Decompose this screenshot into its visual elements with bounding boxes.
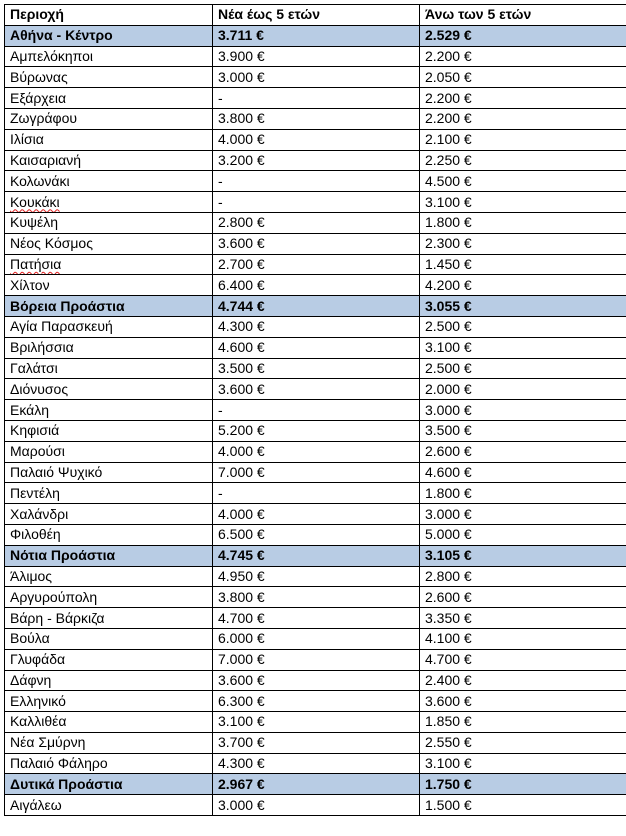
table-row (5, 483, 626, 504)
area-label: Βύρωνας (10, 68, 68, 85)
area-cell (5, 171, 213, 192)
table-row (5, 150, 626, 171)
group-label: Νότια Προάστια (10, 547, 116, 564)
area-cell (5, 233, 213, 254)
area-label: Αγία Παρασκευή (10, 318, 113, 335)
table-row (5, 379, 626, 400)
area-label: Ιλίσια (10, 131, 44, 148)
old-price-cell: 3.100 € (420, 753, 626, 774)
old-price-cell: 3.350 € (420, 608, 626, 629)
new-price-cell: 6.300 € (213, 691, 420, 712)
table-row (5, 337, 626, 358)
area-label: Ζωγράφου (10, 110, 78, 127)
area-label: Κηφισιά (10, 422, 60, 439)
old-price-cell: 2.500 € (420, 316, 626, 337)
table-row (5, 462, 626, 483)
old-price-cell: 2.600 € (420, 441, 626, 462)
new-price-cell: - (213, 400, 420, 421)
area-cell (5, 129, 213, 150)
old-price-cell: 1.850 € (420, 712, 626, 733)
new-price-cell: 6.400 € (213, 275, 420, 296)
area-cell (5, 795, 213, 816)
area-cell (5, 25, 213, 46)
new-price-cell: 3.200 € (213, 150, 420, 171)
old-price-cell: 3.500 € (420, 420, 626, 441)
table-row (5, 524, 626, 545)
group-label: Δυτικά Προάστια (10, 775, 123, 792)
table-row (5, 67, 626, 88)
new-price-cell: 4.600 € (213, 337, 420, 358)
new-price-cell: 7.000 € (213, 649, 420, 670)
area-cell (5, 379, 213, 400)
header-area: Περιοχή (5, 5, 213, 26)
new-price-cell: 6.000 € (213, 628, 420, 649)
new-price-cell: 4.300 € (213, 316, 420, 337)
area-label: Γαλάτσι (10, 359, 58, 376)
area-cell (5, 46, 213, 67)
old-price-cell: 2.050 € (420, 67, 626, 88)
area-cell (5, 483, 213, 504)
old-price-cell: 3.100 € (420, 337, 626, 358)
area-label: Μαρούσι (10, 443, 65, 460)
old-price-cell: 4.500 € (420, 171, 626, 192)
area-label: Ελληνικό (10, 692, 66, 709)
new-price-cell: 4.300 € (213, 753, 420, 774)
new-price-cell: 2.800 € (213, 212, 420, 233)
table-row (5, 420, 626, 441)
area-label: Εκάλη (10, 401, 50, 418)
table-row (5, 358, 626, 379)
header-new: Νέα έως 5 ετών (213, 5, 420, 26)
group-label: Βόρεια Προάστια (10, 297, 125, 314)
new-price-cell: 2.967 € (213, 774, 420, 795)
area-label: Πατήσια (10, 255, 62, 272)
area-label: Βάρη - Βάρκιζα (10, 609, 105, 626)
table-header (5, 5, 626, 26)
table-row (5, 108, 626, 129)
new-price-cell: 2.700 € (213, 254, 420, 275)
old-price-cell: 2.550 € (420, 732, 626, 753)
new-price-cell: 4.000 € (213, 504, 420, 525)
table-row (5, 46, 626, 67)
new-price-cell: - (213, 483, 420, 504)
old-price-cell: 2.200 € (420, 46, 626, 67)
old-price-cell: 2.400 € (420, 670, 626, 691)
new-price-cell: 4.745 € (213, 545, 420, 566)
new-price-cell: 3.600 € (213, 670, 420, 691)
old-price-cell: 2.300 € (420, 233, 626, 254)
new-price-cell: - (213, 192, 420, 213)
old-price-cell: 1.500 € (420, 795, 626, 816)
old-price-cell: 2.600 € (420, 587, 626, 608)
table-row (5, 753, 626, 774)
new-price-cell: 4.700 € (213, 608, 420, 629)
area-cell (5, 670, 213, 691)
table-row (5, 670, 626, 691)
area-cell (5, 316, 213, 337)
old-price-cell: 2.200 € (420, 88, 626, 109)
old-price-cell: 4.200 € (420, 275, 626, 296)
old-price-cell: 1.800 € (420, 212, 626, 233)
area-label: Γλυφάδα (10, 651, 66, 668)
area-cell (5, 358, 213, 379)
old-price-cell: 3.000 € (420, 504, 626, 525)
area-label: Χαλάνδρι (10, 505, 69, 522)
new-price-cell: 3.600 € (213, 379, 420, 400)
area-label: Αργυρούπολη (10, 588, 98, 605)
table-row (5, 649, 626, 670)
area-cell (5, 649, 213, 670)
old-price-cell: 2.250 € (420, 150, 626, 171)
table-row (5, 316, 626, 337)
area-label: Φιλοθέη (10, 526, 61, 543)
new-price-cell: 4.000 € (213, 129, 420, 150)
area-cell (5, 88, 213, 109)
area-cell (5, 296, 213, 317)
table-row (5, 566, 626, 587)
old-price-cell: 4.100 € (420, 628, 626, 649)
area-cell (5, 524, 213, 545)
old-price-cell: 3.105 € (420, 545, 626, 566)
table-body (5, 25, 626, 815)
old-price-cell: 1.450 € (420, 254, 626, 275)
header-row (5, 5, 626, 26)
table-row (5, 233, 626, 254)
area-cell (5, 212, 213, 233)
new-price-cell: 3.700 € (213, 732, 420, 753)
table-row (5, 212, 626, 233)
old-price-cell: 2.800 € (420, 566, 626, 587)
group-row (5, 296, 626, 317)
area-label: Νέα Σμύρνη (10, 734, 86, 751)
area-label: Άλιμος (10, 567, 53, 584)
new-price-cell: 6.500 € (213, 524, 420, 545)
table-row (5, 795, 626, 816)
area-cell (5, 732, 213, 753)
new-price-cell: 3.500 € (213, 358, 420, 379)
header-old: Άνω των 5 ετών (420, 5, 626, 26)
old-price-cell: 1.750 € (420, 774, 626, 795)
table-row (5, 732, 626, 753)
new-price-cell: 3.600 € (213, 233, 420, 254)
area-label: Διόνυσος (10, 380, 69, 397)
table-row (5, 88, 626, 109)
table-row (5, 441, 626, 462)
table-row (5, 254, 626, 275)
old-price-cell: 3.100 € (420, 192, 626, 213)
area-cell (5, 712, 213, 733)
new-price-cell: 4.744 € (213, 296, 420, 317)
area-label: Νέος Κόσμος (10, 235, 93, 252)
new-price-cell: 4.000 € (213, 441, 420, 462)
group-row (5, 774, 626, 795)
area-cell (5, 774, 213, 795)
area-cell (5, 462, 213, 483)
area-label: Καισαριανή (10, 151, 82, 168)
group-row (5, 25, 626, 46)
area-cell (5, 441, 213, 462)
old-price-cell: 2.100 € (420, 129, 626, 150)
area-cell (5, 566, 213, 587)
new-price-cell: 3.800 € (213, 108, 420, 129)
area-cell (5, 504, 213, 525)
area-cell (5, 545, 213, 566)
area-label: Βριλήσσια (10, 339, 74, 356)
new-price-cell: 5.200 € (213, 420, 420, 441)
area-cell (5, 254, 213, 275)
area-cell (5, 108, 213, 129)
old-price-cell: 4.700 € (420, 649, 626, 670)
area-label: Κολωνάκι (10, 172, 70, 189)
area-label: Βούλα (10, 630, 50, 647)
area-label: Παλαιό Ψυχικό (10, 463, 103, 480)
old-price-cell: 1.800 € (420, 483, 626, 504)
area-cell (5, 275, 213, 296)
area-label: Καλλιθέα (10, 713, 67, 730)
old-price-cell: 2.500 € (420, 358, 626, 379)
area-cell (5, 420, 213, 441)
area-cell (5, 67, 213, 88)
area-cell (5, 587, 213, 608)
new-price-cell: 3.000 € (213, 795, 420, 816)
table-row (5, 171, 626, 192)
area-label: Κουκάκι (10, 193, 60, 210)
price-table (4, 4, 626, 816)
table-row (5, 628, 626, 649)
table-row (5, 712, 626, 733)
new-price-cell: - (213, 88, 420, 109)
table-row (5, 400, 626, 421)
area-label: Εξάρχεια (10, 89, 67, 106)
table-row (5, 504, 626, 525)
area-label: Πεντέλη (10, 484, 60, 501)
group-label: Αθήνα - Κέντρο (10, 27, 113, 44)
area-label: Κυψέλη (10, 214, 59, 231)
group-row (5, 545, 626, 566)
old-price-cell: 3.055 € (420, 296, 626, 317)
old-price-cell: 5.000 € (420, 524, 626, 545)
area-cell (5, 192, 213, 213)
old-price-cell: 2.000 € (420, 379, 626, 400)
area-label: Δάφνη (10, 671, 52, 688)
new-price-cell: 3.900 € (213, 46, 420, 67)
area-cell (5, 753, 213, 774)
new-price-cell: 7.000 € (213, 462, 420, 483)
new-price-cell: 3.800 € (213, 587, 420, 608)
new-price-cell: - (213, 171, 420, 192)
table-row (5, 129, 626, 150)
new-price-cell: 4.950 € (213, 566, 420, 587)
old-price-cell: 3.000 € (420, 400, 626, 421)
area-cell (5, 628, 213, 649)
area-label: Αιγάλεω (10, 796, 62, 813)
new-price-cell: 3.711 € (213, 25, 420, 46)
area-cell (5, 150, 213, 171)
new-price-cell: 3.000 € (213, 67, 420, 88)
area-cell (5, 608, 213, 629)
old-price-cell: 4.600 € (420, 462, 626, 483)
old-price-cell: 2.200 € (420, 108, 626, 129)
table-row (5, 608, 626, 629)
table-row (5, 691, 626, 712)
table-row (5, 587, 626, 608)
area-cell (5, 400, 213, 421)
area-cell (5, 337, 213, 358)
table-row (5, 275, 626, 296)
area-label: Παλαιό Φάληρο (10, 755, 108, 772)
area-label: Αμπελόκηποι (10, 47, 94, 64)
area-cell (5, 691, 213, 712)
area-label: Χίλτον (10, 276, 50, 293)
old-price-cell: 2.529 € (420, 25, 626, 46)
old-price-cell: 3.600 € (420, 691, 626, 712)
table-row (5, 192, 626, 213)
new-price-cell: 3.100 € (213, 712, 420, 733)
